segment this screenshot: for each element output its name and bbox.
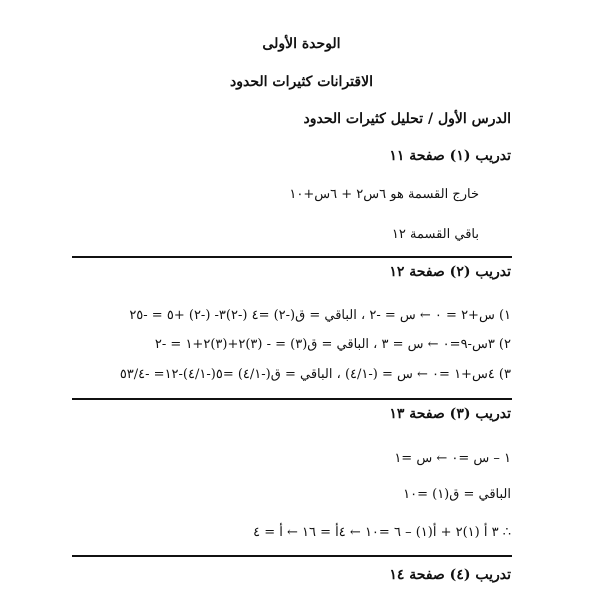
section-divider [72,555,512,557]
unit-title: الوحدة الأولى [262,36,341,52]
exercise-2-line-2: ٢) ٣س-٩=٠ ← س = ٣ ، الباقي = ق(٣) = - (٣)٢+(٣)٢+١ = -٢ [154,337,511,352]
exercise-4-heading: تدريب (٤) صفحة ١٤ [389,567,511,583]
exercise-1-heading: تدريب (١) صفحة ١١ [389,148,511,164]
chapter-title: الاقترانات كثيرات الحدود [230,74,373,90]
exercise-3-line-3: ∴ ٣ أ (١)٢ + أ(١) – ٦ =١٠ ← ٤أ = ١٦ ← أ = ٤ [253,525,511,540]
section-divider [72,398,512,400]
section-divider [72,256,512,258]
exercise-3-line-2: الباقي = ق(١) =١٠ [403,487,511,502]
exercise-3-line-1: ١ – س =٠ ← س =١ [394,451,511,466]
exercise-2-line-1: ١) س+٢ = ٠ ← س = -٢ ، الباقي = ق(-٢) =٤ (-٢)٣- (-٢) +٥ = -٢٥ [129,308,511,323]
exercise-1-line-1: خارج القسمة هو ٦س٢ + ٦س+١٠ [289,187,479,202]
lesson-title: الدرس الأول / تحليل كثيرات الحدود [303,111,511,127]
exercise-2-line-3: ٣) ٤س+١ =٠ ← س = (-٤/١) ، الباقي = ق(-٤/١) =٥(-٤/١)-١٢= -٥٣/٤ [119,367,511,382]
exercise-1-line-2: باقي القسمة ١٢ [391,227,479,242]
exercise-2-heading: تدريب (٢) صفحة ١٢ [389,264,511,280]
exercise-3-heading: تدريب (٣) صفحة ١٣ [389,406,511,422]
